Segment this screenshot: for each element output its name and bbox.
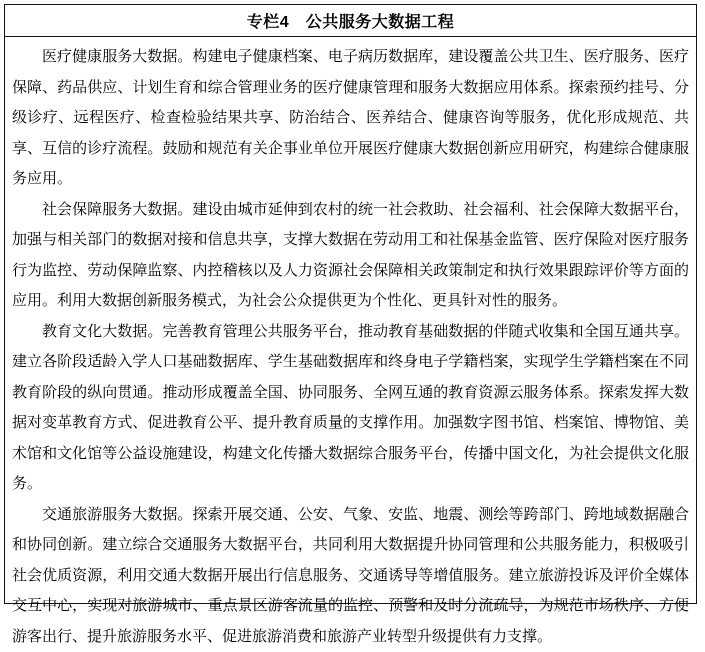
paragraph-medical-health: 医疗健康服务大数据。构建电子健康档案、电子病历数据库，建设覆盖公共卫生、医疗服务、医疗保障、药品供应、计划生育和综合管理业务的医疗健康管理和服务大数据应用体系。探索预约挂号、分级诊疗、远程医疗、检查检验结果共享、防治结合、医养结合、健康咨询等服务，优化形成规范、共享、互信的诊疗流程。鼓励和规范有关企事业单位开展医疗健康大数据创新应用研究，构建综合健康服务应用。 (12, 42, 689, 195)
panel-body (5, 37, 696, 652)
paragraph-transport-tourism: 交通旅游服务大数据。探索开展交通、公安、气象、安监、地震、测绘等跨部门、跨地域数据融合和协同创新。建立综合交通服务大数据平台，共同利用大数据提升协同管理和公共服务能力，积极吸引社会优质资源，利用交通大数据开展出行信息服务、交通诱导等增值服务。建立旅游投诉及评价全媒体交互中心，实现对旅游城市、重点景区游客流量的监控、预警和及时分流疏导，为规范市场秩序、方便游客出行、提升旅游服务水平、促进旅游消费和旅游产业转型升级提供有力支撑。 (12, 500, 689, 652)
panel-title-row (5, 5, 696, 37)
paragraph-education-culture: 教育文化大数据。完善教育管理公共服务平台，推动教育基础数据的伴随式收集和全国互通共享。建立各阶段适龄入学人口基础数据库、学生基础数据库和终身电子学籍档案，实现学生学籍档案在不同教育阶段的纵向贯通。推动形成覆盖全国、协同服务、全网互通的教育资源云服务体系。探索发挥大数据对变革教育方式、促进教育公平、提升教育质量的支撑作用。加强数字图书馆、档案馆、博物馆、美术馆和文化馆等公益设施建设，构建文化传播大数据综合服务平台，传播中国文化，为社会提供文化服务。 (12, 317, 689, 500)
panel-title: 专栏4 公共服务大数据工程 (247, 9, 454, 32)
paragraph-social-security: 社会保障服务大数据。建设由城市延伸到农村的统一社会救助、社会福利、社会保障大数据平台，加强与相关部门的数据对接和信息共享，支撑大数据在劳动用工和社保基金监管、医疗保险对医疗服务行为监控、劳动保障监察、内控稽核以及人力资源社会保障相关政策制定和执行效果跟踪评价等方面的应用。利用大数据创新服务模式，为社会公众提供更为个性化、更具针对性的服务。 (12, 195, 689, 317)
document-panel (4, 4, 697, 604)
